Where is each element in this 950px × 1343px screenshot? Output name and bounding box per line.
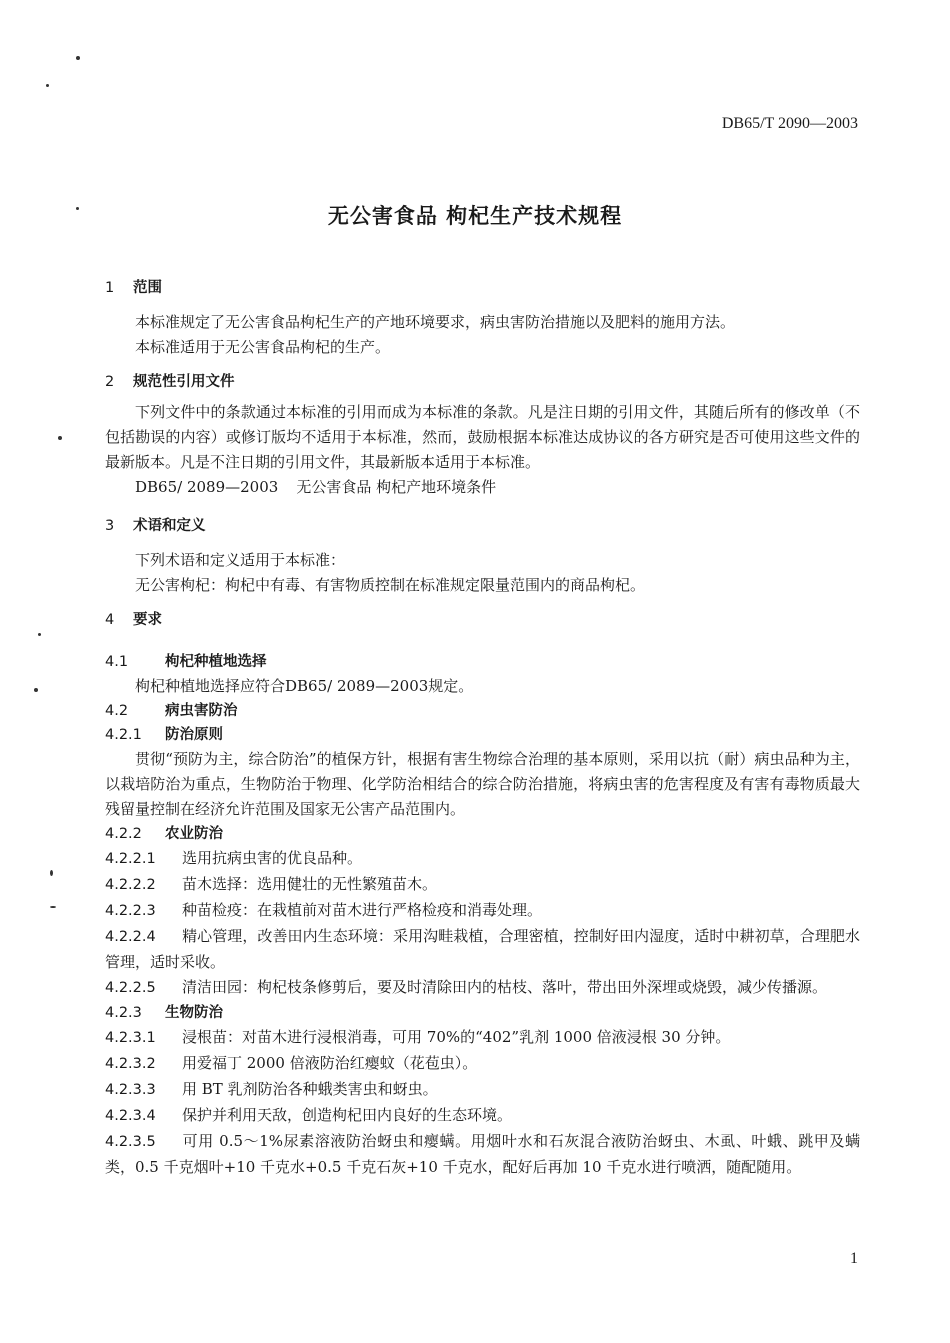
- clause-item: [105, 1025, 860, 1051]
- reference-code: DB65/ 2089—2003: [135, 478, 279, 496]
- subsection-4-2-3-heading: [105, 1001, 860, 1025]
- subsection-title: 枸杞种植地选择: [165, 654, 267, 670]
- page-number: 1: [850, 1250, 858, 1267]
- clause-text: 清洁田园：枸杞枝条修剪后，要及时清除田内的枯枝、落叶，带出田外深埋或烧毁，减少传播源。: [182, 978, 828, 996]
- clause-number: 4.2.2.3: [105, 903, 156, 919]
- subsection-4-2-1-heading: [105, 723, 860, 747]
- paragraph: 无公害枸杞：枸杞中有毒、有害物质控制在标准规定限量范围内的商品枸杞。: [135, 576, 646, 594]
- subsection-number: 4.2.2: [105, 826, 142, 842]
- subsection-4-1-heading: [105, 650, 860, 674]
- scan-speck: [50, 870, 53, 876]
- clause-number: 4.2.2.1: [105, 851, 156, 867]
- section-title: 要求: [133, 612, 162, 628]
- clause-text: 可用 0.5～1%尿素溶液防治蚜虫和瘿螨。用烟叶水和石灰混合液防治蚜虫、木虱、叶蛾、跳甲及螨类，0.5 千克烟叶+10 千克水+0.5 千克石灰+10 千克水，配好后再加 10 千克水进行喷洒，随配随用。: [105, 1132, 860, 1176]
- subsection-number: 4.1: [105, 654, 129, 670]
- clause-text: 精心管理，改善田内生态环境：采用沟畦栽植，合理密植，控制好田内湿度，适时中耕初草，合理肥水管理，适时采收。: [105, 927, 860, 971]
- clause-number: 4.2.2.2: [105, 877, 156, 893]
- section-title: 范围: [133, 280, 162, 296]
- subsection-4-2-2-heading: [105, 822, 860, 846]
- clause-item: [105, 872, 860, 898]
- paragraph: 贯彻“预防为主，综合防治”的植保方针，根据有害生物综合治理的基本原则，采用以抗（耐）病虫品种为主，以栽培防治为重点，生物防治于物理、化学防治相结合的综合防治措施，将病虫害的危害程度及有害有毒物质最大残留量控制在经济允许范围及国家无公害产品范围内。: [105, 750, 860, 818]
- clause-number: 4.2.2.5: [105, 980, 156, 996]
- clause-number: 4.2.3.4: [105, 1108, 156, 1124]
- clause-number: 4.2.3.2: [105, 1056, 156, 1072]
- paragraph: 下列术语和定义适用于本标准：: [135, 551, 346, 569]
- clause-item: [105, 898, 860, 924]
- section-4-heading: [105, 608, 860, 632]
- clause-item: [105, 1129, 860, 1180]
- subsection-title: 病虫害防治: [165, 703, 238, 719]
- section-title: 规范性引用文件: [133, 374, 235, 390]
- clause-item: [105, 1051, 860, 1077]
- paragraph: 本标准适用于无公害食品枸杞的生产。: [135, 338, 391, 356]
- section-number: 2: [105, 374, 115, 390]
- subsection-title: 生物防治: [165, 1005, 223, 1021]
- clause-text: 浸根苗：对苗木进行浸根消毒，可用 70%的“402”乳剂 1000 倍液浸根 30 分钟。: [182, 1028, 731, 1046]
- clause-number: 4.2.3.5: [105, 1134, 156, 1150]
- section-1-heading: [105, 276, 860, 300]
- scan-speck: [34, 688, 38, 692]
- scan-speck: [50, 906, 56, 908]
- clause-item: [105, 1103, 860, 1129]
- subsection-4-2-heading: [105, 699, 860, 723]
- subsection-title: 防治原则: [165, 727, 223, 743]
- clause-text: 苗木选择：选用健壮的无性繁殖苗木。: [182, 875, 438, 893]
- scan-speck: [58, 436, 62, 440]
- clause-text: 用 BT 乳剂防治各种蛾类害虫和蚜虫。: [182, 1080, 438, 1098]
- clause-number: 4.2.3.3: [105, 1082, 156, 1098]
- clause-text: 种苗检疫：在栽植前对苗木进行严格检疫和消毒处理。: [182, 901, 543, 919]
- clause-item: [105, 1077, 860, 1103]
- subsection-number: 4.2: [105, 703, 129, 719]
- scan-speck: [46, 84, 49, 87]
- clause-item: [105, 975, 860, 1001]
- clause-number: 4.2.2.4: [105, 929, 156, 945]
- doc-title: 无公害食品 枸杞生产技术规程: [327, 204, 623, 228]
- paragraph: 本标准规定了无公害食品枸杞生产的产地环境要求，病虫害防治措施以及肥料的施用方法。: [135, 313, 736, 331]
- section-number: 3: [105, 518, 115, 534]
- clause-text: 用爱福丁 2000 倍液防治红瘿蚊（花苞虫）。: [182, 1054, 478, 1072]
- section-number: 1: [105, 280, 115, 296]
- section-2-heading: [105, 370, 860, 394]
- document-body: [105, 276, 860, 1180]
- scan-speck: [76, 56, 80, 60]
- paragraph: 下列文件中的条款通过本标准的引用而成为本标准的条款。凡是注日期的引用文件，其随后所有的修改单（不包括勘误的内容）或修订版均不适用于本标准，然而，鼓励根据本标准达成协议的各方研究是否可使用这些文件的最新版本。凡是不注日期的引用文件，其最新版本适用于本标准。: [105, 403, 860, 471]
- scan-speck: [76, 207, 79, 210]
- scan-speck: [38, 633, 41, 636]
- subsection-number: 4.2.3: [105, 1005, 142, 1021]
- clause-item: [105, 846, 860, 872]
- clause-text: 保护并利用天敌，创造枸杞田内良好的生态环境。: [182, 1106, 513, 1124]
- subsection-title: 农业防治: [165, 826, 223, 842]
- section-number: 4: [105, 612, 115, 628]
- clause-number: 4.2.3.1: [105, 1030, 156, 1046]
- subsection-number: 4.2.1: [105, 727, 142, 743]
- normative-reference: [105, 475, 860, 500]
- reference-title: 无公害食品 枸杞产地环境条件: [296, 478, 497, 496]
- section-title: 术语和定义: [133, 518, 206, 534]
- clause-item: [105, 924, 860, 975]
- section-3-heading: [105, 514, 860, 538]
- paragraph: 枸杞种植地选择应符合DB65/ 2089—2003规定。: [135, 677, 474, 695]
- doc-code: DB65/T 2090—2003: [721, 115, 858, 132]
- clause-text: 选用抗病虫害的优良品种。: [182, 849, 363, 867]
